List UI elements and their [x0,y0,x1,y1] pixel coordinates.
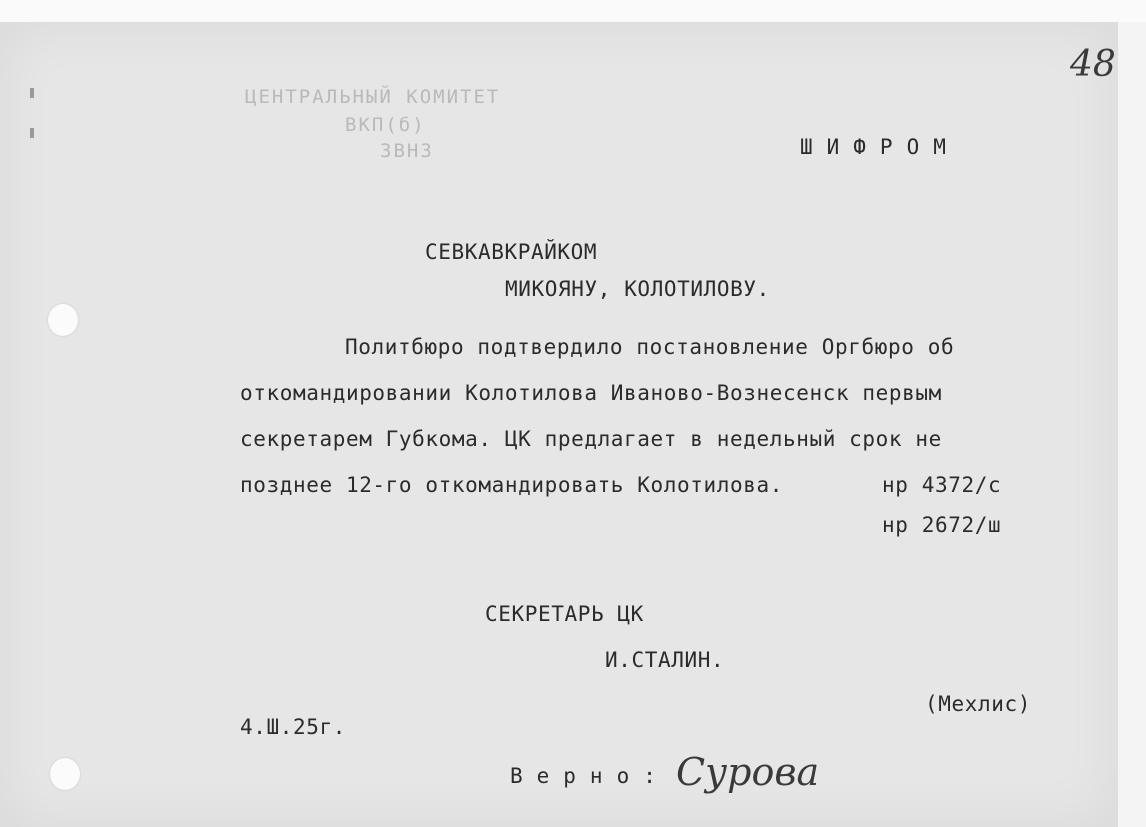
punch-hole-top [48,304,78,336]
verification-label: Верно: [510,764,670,788]
margin-mark [30,128,34,138]
letterhead-stamp-line1: ЦЕНТРАЛЬНЫЙ КОМИТЕТ [245,86,501,108]
signature-title: СЕКРЕТАРЬ ЦК [485,602,644,626]
page-number-handwritten: 48 [1070,44,1116,85]
addressee-organization: СЕВКАВКРАЙКОМ [425,240,598,264]
margin-mark [30,88,34,98]
signature-name: И.СТАЛИН. [605,648,725,672]
reference-number-1: нр 4372/с [882,473,1002,497]
document-date: 4.Ш.25г. [240,715,346,739]
body-line-3: секретарем Губкома. ЦК предлагает в недельный срок не [240,427,942,451]
addressee-names: МИКОЯНУ, КОЛОТИЛОВУ. [505,277,770,301]
body-line-1: Политбюро подтвердило постановление Оргбюро об [345,335,955,359]
letterhead-stamp-line3: ЗВНЗ [380,140,434,162]
punch-hole-bottom [50,758,80,790]
body-line-4: позднее 12-го откомандировать Колотилова. [240,473,783,497]
typist-note: (Мехлис) [925,692,1031,716]
cipher-heading: ШИФРОМ [800,135,960,159]
letterhead-stamp-line2: ВКП(б) [345,114,426,136]
scan-right-margin [1118,22,1146,827]
reference-number-2: нр 2672/ш [882,513,1002,537]
scan-top-margin [0,0,1146,22]
body-line-2: откомандировании Колотилова Иваново-Вознесенск первым [240,381,942,405]
verification-signature-handwritten: Сурова [676,750,820,794]
